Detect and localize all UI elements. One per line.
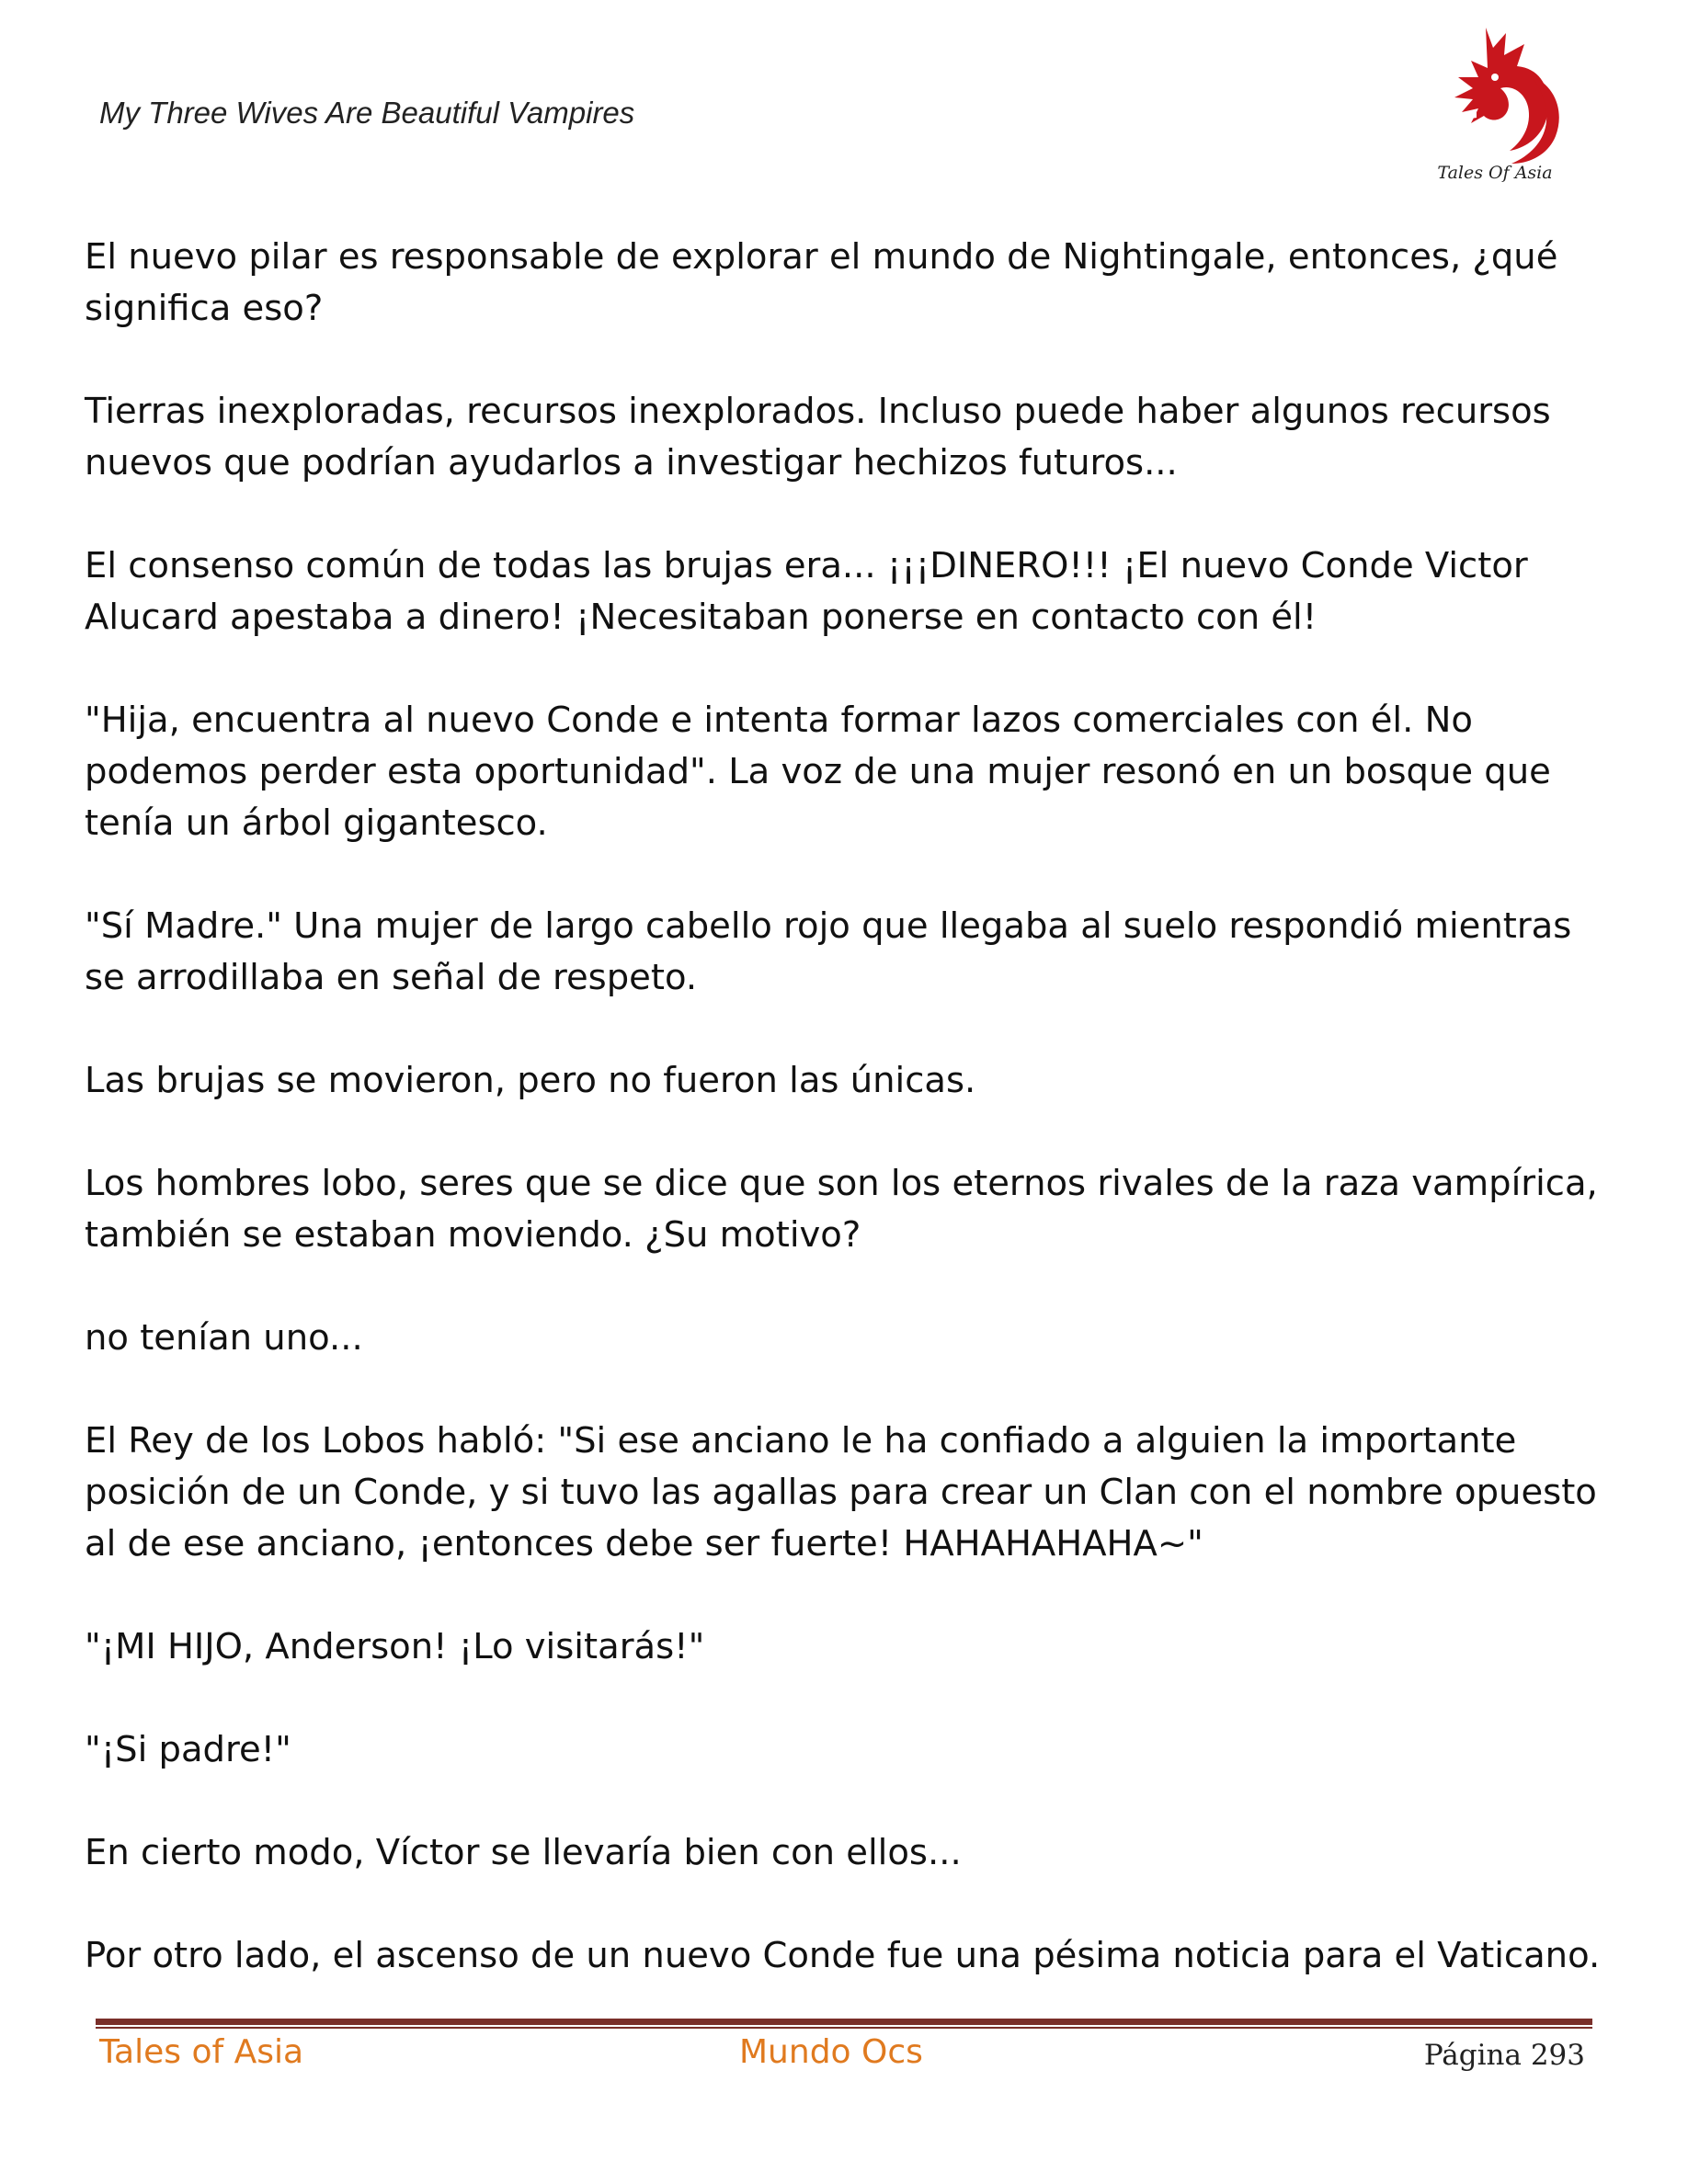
tales-of-asia-logo [1421, 20, 1568, 186]
paragraph: no tenían uno... [85, 1317, 363, 1359]
paragraph: "¡MI HIJO, Anderson! ¡Lo visitarás!" [85, 1626, 705, 1667]
paragraph: Las brujas se movieron, pero no fueron las únicas. [85, 1060, 976, 1101]
paragraph: Tierras inexploradas, recursos inexplorados. Incluso puede haber algunos recursos nuevos que podrían ayudarlos a investigar hechizos futuros... [85, 391, 1551, 483]
paragraph: Por otro lado, el ascenso de un nuevo Conde fue una pésima noticia para el Vaticano. [85, 1935, 1601, 1976]
paragraph: El Rey de los Lobos habló: "Si ese anciano le ha confiado a alguien la importante posición de un Conde, y si tuvo las agallas para crear un Clan con el nombre opuesto al de ese anciano, ¡entonces debe ser fuerte! HAHAHAHAHA~" [85, 1420, 1597, 1564]
paragraph: "Hija, encuentra al nuevo Conde e intenta formar lazos comerciales con él. No podemos perder esta oportunidad". La voz de una mujer resonó en un bosque que tenía un árbol gigantesco. [85, 700, 1551, 844]
paragraph: Los hombres lobo, seres que se dice que son los eternos rivales de la raza vampírica, también se estaban moviendo. ¿Su motivo? [85, 1163, 1598, 1256]
paragraph: "Sí Madre." Una mujer de largo cabello rojo que llegaba al suelo respondió mientras se arrodillaba en señal de respeto. [85, 905, 1572, 998]
footer-divider-thin [96, 2027, 1592, 2029]
paragraph: En cierto modo, Víctor se llevaría bien con ellos... [85, 1832, 962, 1873]
logo-text: Tales Of Asia [1437, 163, 1553, 183]
chapter-body [85, 232, 1611, 2033]
footer-divider [96, 2019, 1592, 2029]
paragraph: El consenso común de todas las brujas era... ¡¡¡DINERO!!! ¡El nuevo Conde Victor Alucard apestaba a dinero! ¡Necesitaban ponerse en contacto con él! [85, 545, 1528, 638]
page-number: Página 293 [1423, 2039, 1585, 2072]
footer-series: Mundo Ocs [739, 2033, 923, 2071]
book-title: My Three Wives Are Beautiful Vampires [99, 96, 635, 130]
red-dragon-logo-icon [1421, 20, 1568, 186]
footer-divider-thick [96, 2019, 1592, 2025]
footer-publisher: Tales of Asia [99, 2033, 304, 2071]
paragraph: El nuevo pilar es responsable de explorar el mundo de Nightingale, entonces, ¿qué significa eso? [85, 236, 1558, 329]
paragraph: "¡Si padre!" [85, 1729, 291, 1770]
